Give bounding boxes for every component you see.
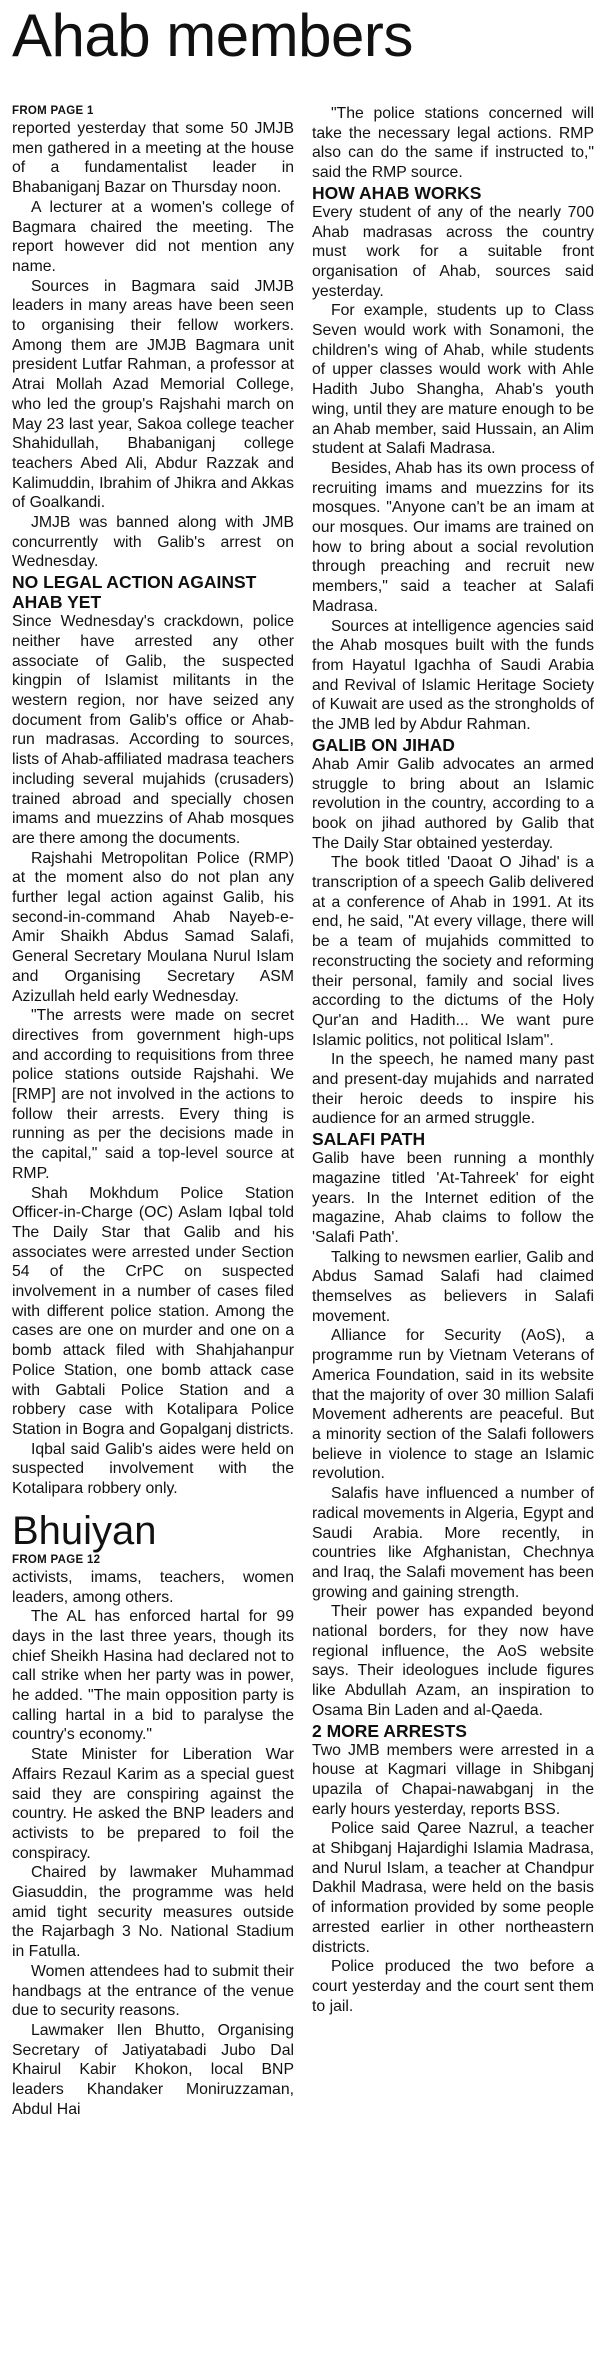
article-columns (12, 104, 594, 2120)
paragraph: Shah Mokhdum Police Station Officer-in-Charge (OC) Aslam Iqbal told The Daily Star that Galib and his associates were arrested under Section 54 of the CrPC on suspected involvement in a number of cases filed with different police station. Among the cases are one on murder and one on a bomb attack filed with Shahjahanpur Police Station, one bomb attack case with Gabtali Police Station and a robbery case with Kotalipara Police Station in Bogra and Gopalganj districts. (12, 1184, 294, 1438)
paragraph: Chaired by lawmaker Muhammad Giasuddin, the programme was held amid tight security measures outside the Rajarbagh 3 No. National Stadium in Fatulla. (12, 1864, 294, 1961)
paragraph: Salafis have influenced a number of radical movements in Algeria, Egypt and Saudi Arabia. More recently, in countries like Afghanistan, Chechnya and Iraq, the Salafi movement has been growing and gaining strength. (312, 1485, 594, 1601)
paragraph: Their power has expanded beyond national borders, for they now have regional influence, the AoS website says. Their ideologues include figures like Abdullah Azam, an inspiration to Osama Bin Laden and al-Qaeda. (312, 1603, 594, 1719)
paragraph: Police produced the two before a court yesterday and the court sent them to jail. (312, 1958, 594, 2015)
paragraph: Rajshahi Metropolitan Police (RMP) at the moment also do not plan any further legal action against Galib, his second-in-command Ahab Nayeb-e-Amir Shaikh Abdus Samad Salafi, General Secretary Moulana Nurul Islam and Organising Secretary ASM Azizullah held early Wednesday. (12, 849, 294, 1005)
paragraph: Iqbal said Galib's aides were held on suspected involvement with the Kotalipara robbery only. (12, 1440, 294, 1498)
paragraph: "The arrests were made on secret directives from government high-ups and according to requisitions from three police stations outside Rajshahi. We [RMP] are not involved in the actions to follow their arrests. Every thing is running as per the decisions made in the capital," said a top-level source at RMP. (12, 1007, 294, 1182)
jump-line: FROM PAGE 12 (12, 1553, 101, 1566)
paragraph: Two JMB members were arrested in a house at Kagmari village in Shibganj upazila of Chapai-nawabganj in the early hours yesterday, reports BSS. (312, 1741, 594, 1818)
paragraph: For example, students up to Class Seven would work with Sonamoni, the children's wing of Ahab, while students of upper classes would work with Ahle Hadith Jubo Shangha, Ahab's youth wing, until they are mature enough to be an Ahab member, said Hussain, an Alim student at Salafi Madrasa. (312, 302, 594, 458)
subheading-galib-on-jihad: GALIB ON JIHAD (312, 734, 455, 755)
paragraph: Lawmaker Ilen Bhutto, Organising Secretary of Jatiyatabadi Jubo Dal Khairul Kabir Khokon, local BNP leaders Khandaker Moniruzzaman, Abdul Hai (12, 2021, 294, 2118)
paragraph: In the speech, he named many past and present-day mujahids and narrated their heroic deeds to inspire his audience for an armed struggle. (312, 1051, 594, 1128)
story-headline: Ahab members (12, 2, 413, 69)
paragraph: Women attendees had to submit their handbags at the entrance of the venue due to security reasons. (12, 1962, 294, 2020)
paragraph: JMJB was banned along with JMB concurrently with Galib's arrest on Wednesday. (12, 514, 294, 571)
paragraph: Every student of any of the nearly 700 Ahab madrasas across the country must work for a suitable front organisation of Ahab, sources said yesterday. (312, 203, 594, 300)
paragraph: Sources at intelligence agencies said the Ahab mosques built with the funds from Hayatul Igachha of Saudi Arabia and Revival of Islamic Heritage Society of Kuwait are used as the strongholds of the JMB led by Abdur Rahman. (312, 617, 594, 734)
paragraph: A lecturer at a women's college of Bagmara chaired the meeting. The report however did not mention any name. (12, 198, 294, 275)
paragraph: "The police stations concerned will take the necessary legal actions. RMP also can do the same if instructed to," said the RMP source. (312, 105, 594, 182)
subheading-how-ahab-works: HOW AHAB WORKS (312, 182, 482, 203)
paragraph: Alliance for Security (AoS), a programme run by Vietnam Veterans of America Foundation, said in its website that the majority of over 30 million Salafi Movement adherents are peaceful. But a minority section of the Salafi followers believe in violence to stage an Islamic revolution. (312, 1327, 594, 1483)
paragraph: Talking to newsmen earlier, Galib and Abdus Samad Salafi had claimed themselves as believers in Salafi movement. (312, 1248, 594, 1325)
paragraph: activists, imams, teachers, women leaders, among others. (12, 1568, 294, 1606)
paragraph: Galib have been running a monthly magazine titled 'At-Tahreek' for eight years. In the Internet edition of the magazine, Ahab claims to follow the 'Salafi Path'. (312, 1150, 594, 1246)
right-column (312, 104, 594, 2120)
subheading-no-legal-action: NO LEGAL ACTION AGAINST AHAB YET (12, 572, 257, 613)
jump-line: FROM PAGE 1 (12, 105, 94, 117)
paragraph: State Minister for Liberation War Affairs Rezaul Karim as a special guest said they are conspiring against the country. He asked the BNP leaders and activists to be prepared to foil the conspiracy. (12, 1746, 294, 1862)
paragraph: Since Wednesday's crackdown, police neither have arrested any other associate of Galib, the suspected kingpin of Islamist militants in the western region, nor have seized any document from Galib's office or Ahab-run madrasas. According to sources, lists of Ahab-affiliated madrasa teachers including several mujahids (crusaders) trained abroad and specially chosen imams and muezzins of Ahab mosques are there among the documents. (12, 613, 294, 847)
subheading-salafi-path: SALAFI PATH (312, 1129, 426, 1150)
subheading-2-more-arrests: 2 MORE ARRESTS (312, 1720, 467, 1741)
paragraph: Sources in Bagmara said JMJB leaders in many areas have been seen to organising their fellow workers. Among them are JMJB Bagmara unit president Lutfar Rahman, a professor at Atrai Mollah Azad Memorial College, who led the group's Rajshahi march on May 23 last year, Sakoa college teacher Shahidullah, Bhabaniganj college teachers Abed Ali, Abdur Razzak and Kalimuddin, Ibrahim of Jhikra and Akkas of Goalkandi. (12, 277, 294, 512)
paragraph: The AL has enforced hartal for 99 days in the last three years, though its chief Sheikh Hasina had declared not to call strike when her party was in power, he added. "The main opposition party is calling hartal in a bid to paralyse the country's economy." (12, 1608, 294, 1744)
paragraph: reported yesterday that some 50 JMJB men gathered in a meeting at the house of a fundamentalist leader in Bhabaniganj Bazar on Thursday noon. (12, 120, 294, 197)
paragraph: Ahab Amir Galib advocates an armed struggle to bring about an Islamic revolution in the country, according to a book on jihad authored by Galib that The Daily Star obtained yesterday. (312, 755, 594, 852)
second-story-headline: Bhuiyan (12, 1508, 157, 1553)
paragraph: The book titled 'Daoat O Jihad' is a transcription of a speech Galib delivered at a conference of Ahab in 1991. At its end, he said, "At every village, there will be a team of mujahids committed to reconstructing the society and reforming their personal, family and social lives according to the dictums of the Holy Qur'an and Hadith... We want pure Islamic politics, not political Islam". (312, 854, 594, 1049)
left-column (12, 104, 294, 2120)
paragraph: Police said Qaree Nazrul, a teacher at Shibganj Hajardighi Islamia Madrasa, and Nurul Islam, a teacher at Chandpur Dakhil Madrasa, were held on the basis of information provided by some people arrested earlier in other northeastern districts. (312, 1820, 594, 1956)
paragraph: Besides, Ahab has its own process of recruiting imams and muezzins for its mosques. "Anyone can't be an imam at our mosques. Our imams are trained on how to bring about a social revolution through preaching and recruit new members," said a teacher at Salafi Madrasa. (312, 459, 594, 615)
